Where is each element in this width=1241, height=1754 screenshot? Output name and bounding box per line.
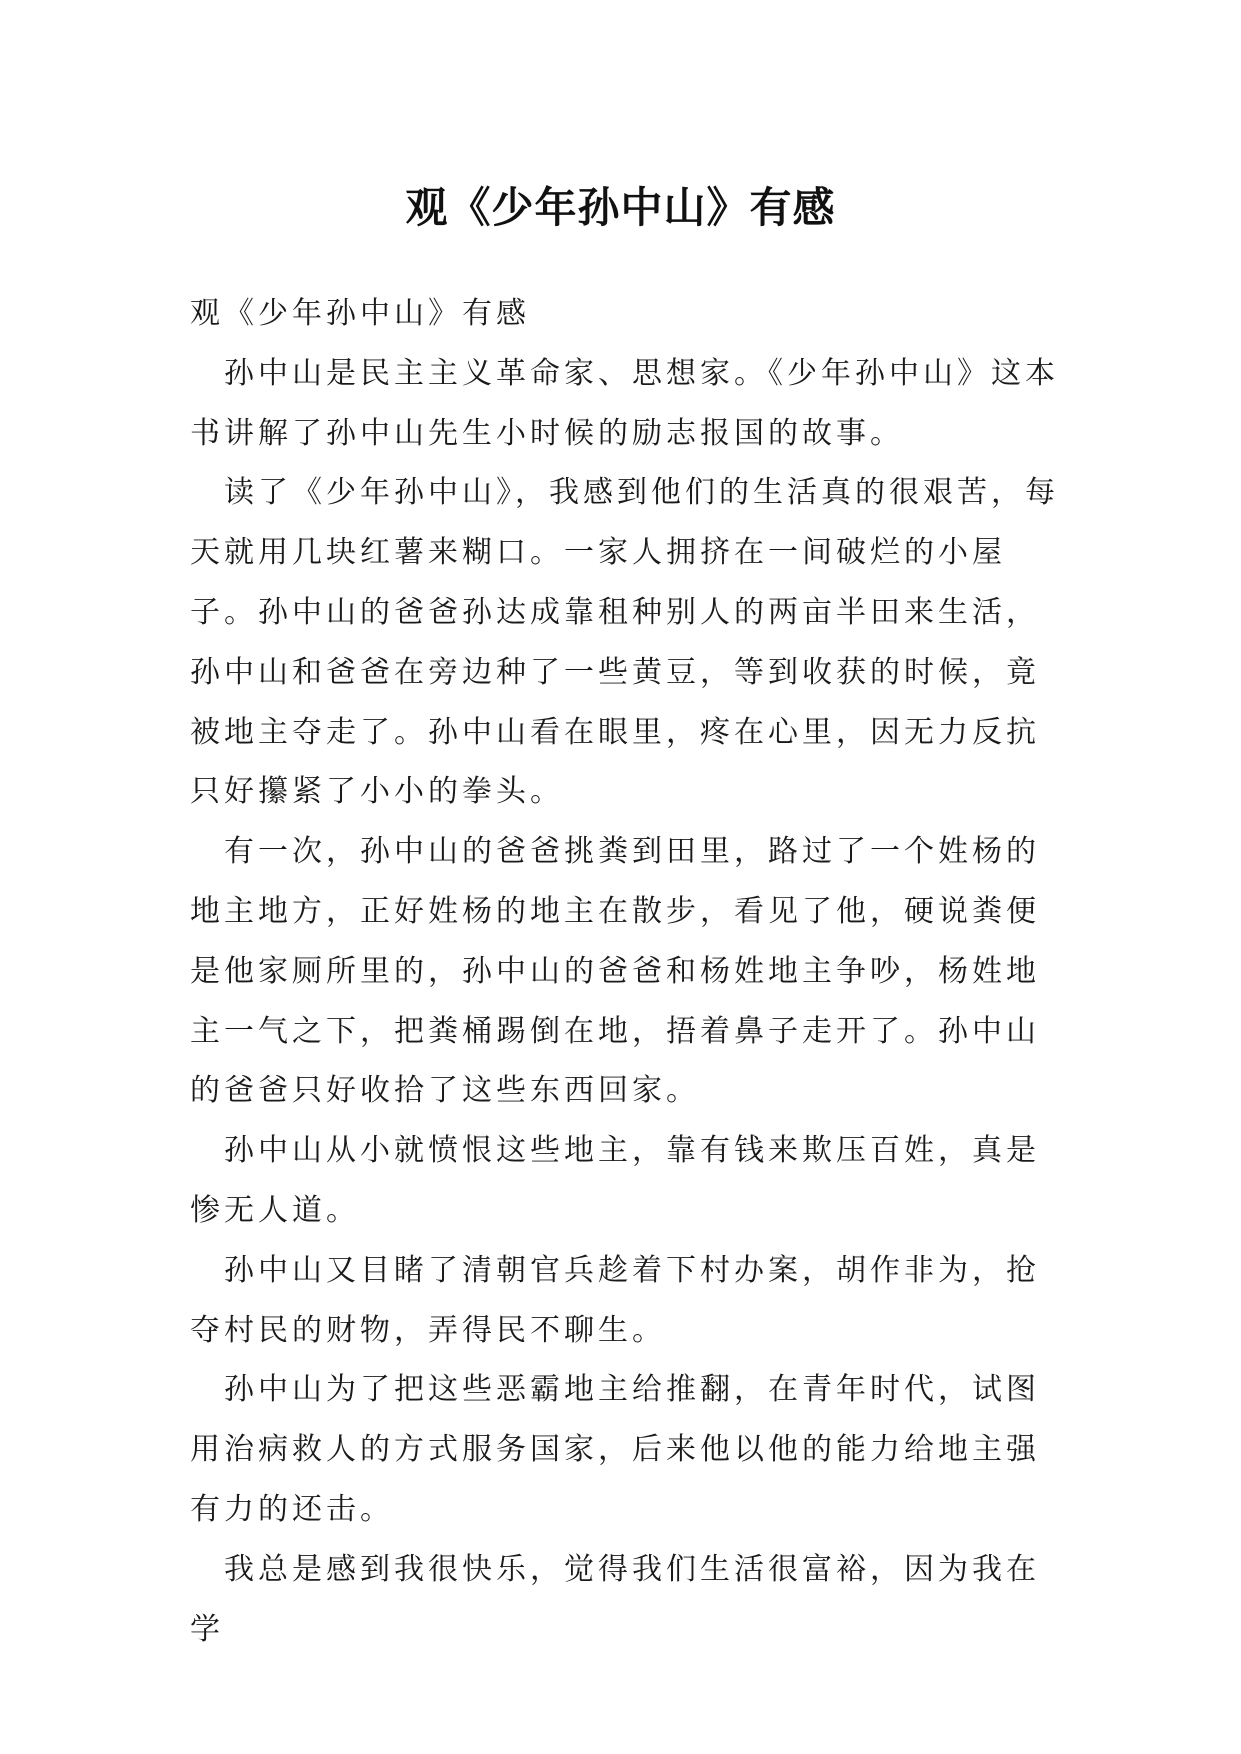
paragraph-2: 读了《少年孙中山》，我感到他们的生活真的很艰苦，每天就用几块红薯来糊口。一家人拥挤在一间破烂的小屋子。孙中山的爸爸孙达成靠租种别人的两亩半田来生活，孙中山和爸爸在旁边种了一些黄豆，等到收获的时候，竟被地主夺走了。孙中山看在眼里，疼在心里，因无力反抗只好攥紧了小小的拳头。 [190, 475, 1059, 810]
paragraph-4: 孙中山从小就愤恨这些地主，靠有钱来欺压百姓，真是惨无人道。 [190, 1133, 1040, 1228]
document-subtitle: 观《少年孙中山》有感 [190, 296, 530, 331]
paragraph-3: 有一次，孙中山的爸爸挑粪到田里，路过了一个姓杨的地主地方，正好姓杨的地主在散步，看见了他，硬说粪便是他家厕所里的，孙中山的爸爸和杨姓地主争吵，杨姓地主一气之下，把粪桶踢倒在地，捂着鼻子走开了。孙中山的爸爸只好收拾了这些东西回家。 [190, 834, 1040, 1109]
paragraph-5: 孙中山又目睹了清朝官兵趁着下村办案，胡作非为，抢夺村民的财物，弄得民不聊生。 [190, 1252, 1040, 1348]
paragraph-1: 孙中山是民主主义革命家、思想家。《少年孙中山》这本书讲解了孙中山先生小时候的励志报国的故事。 [190, 355, 1059, 451]
paragraph-7: 我总是感到我很快乐，觉得我们生活很富裕，因为我在学 [190, 1551, 1040, 1647]
document-title: 观《少年孙中山》有感 [405, 183, 836, 233]
paragraph-6: 孙中山为了把这些恶霸地主给推翻，在青年时代，试图用治病救人的方式服务国家，后来他以他的能力给地主强有力的还击。 [190, 1372, 1040, 1527]
document-body [190, 284, 1070, 1659]
